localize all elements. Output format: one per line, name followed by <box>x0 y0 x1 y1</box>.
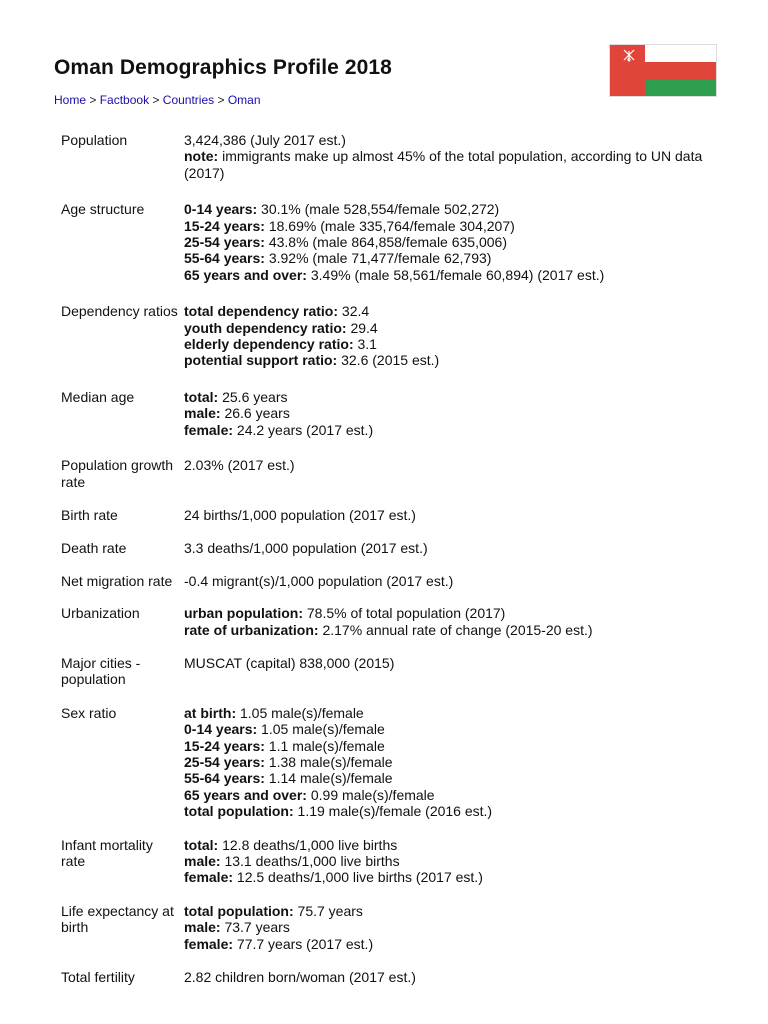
value-key: total: <box>184 388 219 405</box>
breadcrumb-factbook-link[interactable]: Factbook <box>99 93 150 107</box>
value-text: 77.7 years (2017 est.) <box>233 935 374 952</box>
value-line <box>184 721 721 737</box>
value-text: 12.5 deaths/1,000 live births (2017 est.) <box>233 869 483 886</box>
value-line <box>184 320 721 336</box>
value-line <box>184 132 721 148</box>
value-line <box>184 234 721 250</box>
table-row <box>61 903 721 952</box>
value-text: 3,424,386 (July 2017 est.) <box>184 132 346 148</box>
row-label: Total fertility <box>61 969 135 986</box>
value-line <box>184 869 721 885</box>
table-row <box>61 605 721 638</box>
row-label: Age structure <box>61 201 145 218</box>
value-text: 75.7 years <box>293 902 363 919</box>
value-line <box>184 303 721 319</box>
value-key: 0-14 years: <box>184 721 258 738</box>
value-line <box>184 457 721 473</box>
page-title: Oman Demographics Profile 2018 <box>54 56 392 79</box>
value-line <box>184 267 721 283</box>
value-line <box>184 218 721 234</box>
row-label: Sex ratio <box>61 704 117 721</box>
value-key: total population: <box>184 803 294 820</box>
row-label: Net migration rate <box>61 572 173 589</box>
value-key: 15-24 years: <box>184 737 265 754</box>
value-line <box>184 389 721 405</box>
value-text: 43.8% (male 864,858/female 635,006) <box>264 234 507 251</box>
row-label: Life expectancy at birth <box>61 902 174 936</box>
row-label: Urbanization <box>61 605 140 622</box>
row-value <box>184 969 721 985</box>
value-text: immigrants make up almost 45% of the total population, according to UN data (2017) <box>184 148 703 181</box>
row-value <box>184 605 721 638</box>
value-line <box>184 853 721 869</box>
row-value <box>184 389 721 438</box>
value-line <box>184 936 721 952</box>
value-text: 3.3 deaths/1,000 population (2017 est.) <box>184 540 428 557</box>
value-key: female: <box>184 935 234 952</box>
row-value <box>184 132 721 181</box>
value-key: potential support ratio: <box>184 352 338 369</box>
value-text: 25.6 years <box>218 388 288 405</box>
table-row <box>61 132 721 181</box>
value-key: female: <box>184 869 234 886</box>
row-label: Infant mortality rate <box>61 836 153 869</box>
table-row <box>61 507 721 523</box>
value-key: male: <box>184 919 221 936</box>
flag-red-stripe <box>645 62 716 79</box>
value-key: total population: <box>184 902 294 919</box>
value-key: 65 years and over: <box>184 266 307 283</box>
breadcrumb-separator: > <box>89 93 97 107</box>
value-key: 25-54 years: <box>184 234 265 251</box>
row-label: Population growth rate <box>61 457 174 490</box>
row-value <box>184 705 721 820</box>
value-line <box>184 201 721 217</box>
row-value <box>184 837 721 886</box>
breadcrumb-countries-link[interactable]: Countries <box>162 93 215 107</box>
row-value <box>184 457 721 490</box>
row-value <box>184 540 721 556</box>
value-key: male: <box>184 405 221 422</box>
table-row <box>61 655 721 688</box>
value-text: 32.6 (2015 est.) <box>337 352 440 369</box>
value-line <box>184 405 721 421</box>
value-key: youth dependency ratio: <box>184 319 347 336</box>
breadcrumb-separator: > <box>217 93 225 107</box>
value-text: 78.5% of total population (2017) <box>302 605 506 622</box>
table-row <box>61 389 721 438</box>
value-line <box>184 754 721 770</box>
value-text: MUSCAT (capital) 838,000 (2015) <box>184 654 395 671</box>
value-line <box>184 803 721 819</box>
value-line <box>184 507 721 523</box>
table-row <box>61 457 721 490</box>
value-key: 55-64 years: <box>184 250 265 267</box>
value-line <box>184 919 721 935</box>
row-value <box>184 507 721 523</box>
row-label: Birth rate <box>61 506 118 523</box>
flag-green-band <box>645 79 716 96</box>
value-key: urban population: <box>184 605 303 622</box>
value-text: 73.7 years <box>220 919 290 936</box>
value-line <box>184 903 721 919</box>
value-text: 2.17% annual rate of change (2015-20 est.) <box>318 621 593 638</box>
value-line <box>184 655 721 671</box>
table-row <box>61 540 721 556</box>
row-value <box>184 201 721 283</box>
row-label: Dependency ratios <box>61 303 178 320</box>
breadcrumb <box>54 93 261 107</box>
value-text: 2.03% (2017 est.) <box>184 457 295 474</box>
value-text: 18.69% (male 335,764/female 304,207) <box>264 217 515 234</box>
table-row <box>61 705 721 820</box>
value-line <box>184 705 721 721</box>
row-value <box>184 655 721 688</box>
value-line <box>184 250 721 266</box>
breadcrumb-oman-link[interactable]: Oman <box>227 93 261 107</box>
value-line <box>184 336 721 352</box>
flag-white-band <box>645 45 716 62</box>
value-line <box>184 352 721 368</box>
value-key: 15-24 years: <box>184 217 265 234</box>
value-text: 1.19 male(s)/female (2016 est.) <box>293 803 493 820</box>
value-text: -0.4 migrant(s)/1,000 population (2017 est.) <box>184 572 454 589</box>
value-line <box>184 738 721 754</box>
value-text: 30.1% (male 528,554/female 502,272) <box>257 201 500 218</box>
breadcrumb-home-link[interactable]: Home <box>54 93 87 107</box>
demographics-table <box>61 132 721 985</box>
value-key: 55-64 years: <box>184 770 265 787</box>
row-label: Population <box>61 132 128 148</box>
oman-flag-image <box>610 45 716 96</box>
value-text: 1.38 male(s)/female <box>264 753 393 770</box>
value-text: 1.05 male(s)/female <box>236 704 364 721</box>
row-label: Death rate <box>61 540 127 557</box>
value-text: 24.2 years (2017 est.) <box>233 421 374 438</box>
table-row <box>61 201 721 283</box>
table-row <box>61 573 721 589</box>
value-key: note: <box>184 148 219 165</box>
value-line <box>184 422 721 438</box>
value-key: male: <box>184 853 221 869</box>
value-text: 2.82 children born/woman (2017 est.) <box>184 969 416 986</box>
table-row <box>61 969 721 985</box>
value-text: 1.1 male(s)/female <box>264 737 385 754</box>
value-line <box>184 573 721 589</box>
value-text: 0.99 male(s)/female <box>306 786 435 803</box>
value-key: 0-14 years: <box>184 201 258 218</box>
table-row <box>61 303 721 369</box>
row-label: Major cities - population <box>61 654 141 688</box>
value-text: 1.05 male(s)/female <box>257 721 385 738</box>
value-text: 13.1 deaths/1,000 live births <box>220 853 400 869</box>
value-line <box>184 770 721 786</box>
value-text: 24 births/1,000 population (2017 est.) <box>184 506 416 523</box>
value-line <box>184 969 721 985</box>
value-key: at birth: <box>184 704 237 721</box>
value-line <box>184 540 721 556</box>
khanjar-emblem-icon <box>622 48 636 62</box>
value-key: total: <box>184 836 219 853</box>
value-text: 29.4 <box>346 319 378 336</box>
value-key: female: <box>184 421 234 438</box>
value-text: 3.49% (male 58,561/female 60,894) (2017 est.) <box>306 266 605 283</box>
value-text: 26.6 years <box>220 405 290 422</box>
value-key: 25-54 years: <box>184 753 265 770</box>
value-key: elderly dependency ratio: <box>184 336 354 353</box>
row-value <box>184 903 721 952</box>
table-row <box>61 837 721 886</box>
value-key: total dependency ratio: <box>184 303 339 320</box>
breadcrumb-separator: > <box>152 93 160 107</box>
value-line <box>184 148 721 181</box>
value-text: 3.92% (male 71,477/female 62,793) <box>264 250 492 267</box>
value-line <box>184 622 721 638</box>
value-text: 12.8 deaths/1,000 live births <box>218 836 398 853</box>
value-text: 3.1 <box>353 336 377 353</box>
row-label: Median age <box>61 388 135 405</box>
row-value <box>184 303 721 369</box>
value-text: 1.14 male(s)/female <box>264 770 393 787</box>
row-value <box>184 573 721 589</box>
value-line <box>184 837 721 853</box>
value-key: rate of urbanization: <box>184 621 319 638</box>
value-text: 32.4 <box>338 303 370 320</box>
value-line <box>184 605 721 621</box>
value-line <box>184 787 721 803</box>
value-key: 65 years and over: <box>184 786 307 803</box>
